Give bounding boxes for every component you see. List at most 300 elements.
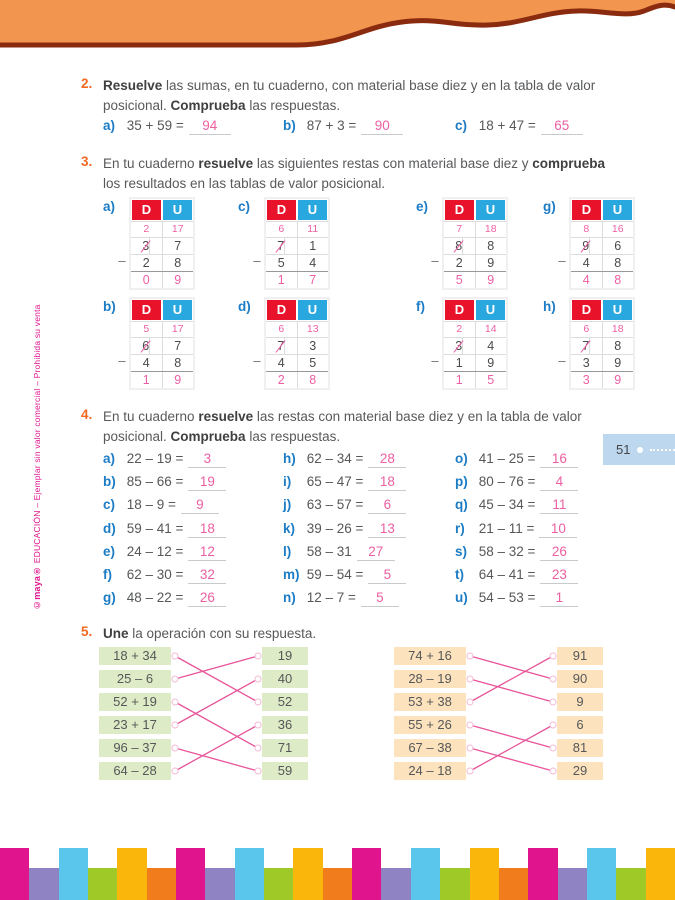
item-expression: 59 – 54 = [303,567,364,582]
answer-blank [357,544,395,561]
carry-row [131,221,193,237]
item-label: l) [283,544,292,559]
digit-cell: 8 [174,256,182,270]
digit-cell [444,338,476,354]
exercise-item [103,118,231,138]
crossed-digit: 8 [455,239,463,253]
answer-blank [188,567,226,584]
result-row [444,271,506,288]
digit-cell: 6 [614,239,622,253]
footer-bar [528,848,557,900]
exercise-3-instruction [103,154,607,193]
answer-blank [368,521,406,538]
carry-row [266,221,328,237]
footer-bar [205,868,234,900]
match-operation: 96 – 37 [99,739,171,757]
footer-bar [587,848,616,900]
match-operation: 55 + 26 [394,716,466,734]
instruction-segment: resuelve [198,409,254,424]
answer-blank [540,451,578,468]
item-expression: 62 – 30 = [123,567,184,582]
footer-bar [646,848,675,900]
answer-value: 10 [550,521,566,536]
du-table [558,297,635,390]
digit-cell: 4 [131,355,163,371]
table-label: e) [416,199,429,214]
instruction-segment: las respuestas. [245,97,341,113]
answer-value: 18 [199,521,215,536]
digit-cell: 5 [309,356,317,370]
instruction-segment: las respuestas. [245,428,341,444]
minuend-row [444,237,506,254]
digit-cell: 8 [487,239,495,253]
subtrahend-row [571,354,633,371]
answer-blank [181,497,219,514]
digit-cell: 9 [487,256,495,270]
item-expression: 45 – 34 = [475,497,536,512]
crossed-digit: 3 [142,239,150,253]
digit-cell [131,238,163,254]
footer-bar [499,868,528,900]
exercise-2-items [103,118,615,142]
footer-bar [323,868,352,900]
place-value-table-group [238,197,330,292]
table-label: d) [238,299,251,314]
answer-value: 3 [203,451,212,466]
minus-sign: – [253,253,261,268]
du-table-header [131,299,193,321]
place-value-table-group [416,297,508,392]
answer-value: 6 [383,497,392,512]
footer-bar [0,848,29,900]
answer-value: 65 [554,118,570,133]
item-label: e) [103,544,116,559]
item-expression: 87 + 3 = [303,118,357,133]
top-wave-decoration [0,0,675,52]
match-operation: 23 + 17 [99,716,171,734]
header-cell-u: U [162,199,193,221]
footer-color-bars [0,848,675,900]
exercise-item [103,590,226,610]
answer-value: 27 [368,544,384,559]
footer-bar [147,868,176,900]
table-label: c) [238,199,251,214]
item-expression: 65 – 47 = [303,474,364,489]
answer-blank [540,544,578,561]
place-value-table-group [238,297,330,392]
result-row [266,271,328,288]
item-expression: 80 – 76 = [475,474,536,489]
table-label: b) [103,299,116,314]
digit-cell: 0 [131,272,163,288]
item-label: d) [103,521,116,536]
match-answer: 40 [262,670,308,688]
answer-value: 18 [379,474,395,489]
answer-blank [188,521,226,538]
digit-cell: 14 [484,323,497,335]
item-label: t) [455,567,464,582]
instruction-segment: Comprueba [170,428,246,444]
digit-cell: 1 [266,272,298,288]
publisher-brand: ©maya® [32,566,42,611]
answer-blank [188,590,226,607]
minuend-row [131,337,193,354]
minuend-row [571,237,633,254]
match-answer: 6 [557,716,603,734]
subtrahend-row [131,254,193,271]
match-answer: 9 [557,693,603,711]
du-table [431,197,508,290]
header-cell-u: U [602,199,633,221]
exercise-item [455,590,578,610]
header-cell-u: U [162,299,193,321]
crossed-digit: 7 [277,339,285,353]
digit-cell: 9 [487,273,495,287]
item-label: s) [455,544,468,559]
footer-bar [470,848,499,900]
du-table-header [444,199,506,221]
item-label: k) [283,521,296,536]
match-connection-lines [99,647,308,781]
answer-value: 23 [551,567,567,582]
match-operation: 52 + 19 [99,693,171,711]
item-label: c) [455,118,468,133]
exercise-item [455,474,578,494]
digit-cell: 4 [571,255,603,271]
exercise-4-instruction [103,407,607,446]
exercise-4-number: 4. [81,407,93,422]
answer-blank [368,474,406,491]
du-table-header [266,199,328,221]
header-cell-u: U [297,199,328,221]
footer-bar [235,848,264,900]
place-value-table-group [416,197,508,292]
result-row [131,371,193,388]
digit-cell: 5 [131,322,163,337]
footer-bar [264,868,293,900]
digit-cell: 1 [131,372,163,388]
minus-sign: – [431,253,439,268]
digit-cell: 1 [444,372,476,388]
du-table-header [131,199,193,221]
answer-blank [539,521,577,538]
minuend-row [266,237,328,254]
exercise-item [283,474,406,494]
item-label: j) [283,497,292,512]
match-operation: 28 – 19 [394,670,466,688]
crossed-digit: 6 [142,339,150,353]
answer-blank [368,451,406,468]
digit-cell: 9 [174,273,182,287]
subtrahend-row [266,354,328,371]
exercise-item [283,497,406,517]
digit-cell: 7 [174,339,182,353]
exercise-item [103,497,219,517]
item-expression: 39 – 26 = [303,521,364,536]
digit-cell: 7 [309,273,317,287]
digit-cell: 16 [611,223,624,235]
answer-blank [188,474,226,491]
du-table-header [571,299,633,321]
carry-row [266,321,328,337]
table-label: a) [103,199,116,214]
match-operation: 74 + 16 [394,647,466,665]
digit-cell: 6 [266,322,298,337]
match-connection-lines [394,647,603,781]
instruction-segment: En tu cuaderno [103,409,199,424]
answer-value: 90 [374,118,390,133]
item-label: m) [283,567,300,582]
answer-blank [540,497,578,514]
digit-cell [266,238,298,254]
item-expression: 41 – 25 = [475,451,536,466]
digit-cell: 8 [571,222,603,237]
digit-cell: 4 [309,256,317,270]
result-row [266,371,328,388]
exercise-item [283,544,395,564]
exercise-item [103,567,226,587]
matching-group-left [99,647,308,781]
subtrahend-row [444,254,506,271]
item-label: n) [283,590,296,605]
result-row [131,271,193,288]
item-label: r) [455,521,465,536]
place-value-table-group [103,197,195,292]
digit-cell: 18 [484,223,497,235]
digit-cell: 13 [306,323,319,335]
minus-sign: – [118,353,126,368]
badge-dot-icon [637,447,643,453]
page-number: 51 [616,442,631,457]
item-expression: 35 + 59 = [123,118,184,133]
table-label: f) [416,299,425,314]
answer-blank [189,118,231,135]
match-operation: 53 + 38 [394,693,466,711]
instruction-segment: resuelve [198,156,254,171]
digit-cell: 2 [444,255,476,271]
item-expression: 48 – 22 = [123,590,184,605]
digit-cell: 7 [174,239,182,253]
du-table-header [571,199,633,221]
item-label: b) [103,474,116,489]
digit-cell: 2 [266,372,298,388]
digit-cell: 5 [444,272,476,288]
answer-blank [361,590,399,607]
item-label: u) [455,590,468,605]
item-label: g) [103,590,116,605]
header-cell-d: D [266,299,297,321]
match-answer: 59 [262,762,308,780]
subtrahend-row [571,254,633,271]
exercise-item [283,567,406,587]
digit-cell: 4 [571,272,603,288]
answer-blank [540,474,578,491]
du-table-header [444,299,506,321]
digit-cell: 9 [487,356,495,370]
page-number-badge [603,434,675,465]
table-label: h) [543,299,556,314]
instruction-segment: las siguientes restas con material base diez y [253,156,533,171]
subtrahend-row [266,254,328,271]
answer-value: 4 [555,474,564,489]
subtrahend-row [444,354,506,371]
exercise-item [283,590,399,610]
copyright-text: EDUCACIÓN – Ejemplar sin valor comercial – Prohibida su venta [32,304,42,567]
footer-bar [616,868,645,900]
match-operation: 24 – 18 [394,762,466,780]
match-operation: 25 – 6 [99,670,171,688]
digit-cell: 8 [174,356,182,370]
answer-blank [540,567,578,584]
item-expression: 63 – 57 = [303,497,364,512]
carry-row [444,321,506,337]
match-answer: 36 [262,716,308,734]
du-table [558,197,635,290]
exercise-item [103,474,226,494]
digit-cell [571,238,603,254]
item-expression: 24 – 12 = [123,544,184,559]
du-table [253,197,330,290]
answer-blank [541,118,583,135]
digit-cell: 8 [614,273,622,287]
exercise-2-number: 2. [81,76,93,91]
answer-value: 19 [199,474,215,489]
exercise-item [283,118,403,138]
crossed-digit: 7 [582,339,590,353]
result-row [571,371,633,388]
match-operation: 67 – 38 [394,739,466,757]
minuend-row [571,337,633,354]
header-cell-u: U [297,299,328,321]
answer-blank [368,497,406,514]
subtrahend-row [131,354,193,371]
item-label: b) [283,118,296,133]
carry-row [571,321,633,337]
badge-dotted-line [650,449,675,451]
header-cell-d: D [571,299,602,321]
digit-cell: 6 [266,222,298,237]
header-cell-u: U [475,199,506,221]
exercise-item [103,521,226,541]
footer-bar [440,868,469,900]
footer-bar [352,848,381,900]
place-value-table-group [543,297,635,392]
exercise-item [283,451,406,471]
footer-bar [558,868,587,900]
du-table [253,297,330,390]
answer-value: 94 [202,118,218,133]
digit-cell: 17 [171,323,184,335]
item-expression: 62 – 34 = [303,451,364,466]
item-expression: 21 – 11 = [475,521,535,536]
answer-blank [188,544,226,561]
digit-cell: 6 [571,322,603,337]
header-cell-u: U [602,299,633,321]
footer-bar [381,868,410,900]
digit-cell: 3 [571,355,603,371]
item-expression: 22 – 19 = [123,451,184,466]
item-expression: 59 – 41 = [123,521,184,536]
match-operation: 18 + 34 [99,647,171,665]
exercise-item [455,497,578,517]
exercise-3-number: 3. [81,154,93,169]
footer-bar [293,848,322,900]
digit-cell: 17 [171,223,184,235]
instruction-segment: En tu cuaderno [103,156,199,171]
answer-value: 5 [383,567,392,582]
digit-cell: 4 [266,355,298,371]
digit-cell: 8 [309,373,317,387]
instruction-segment: comprueba [532,156,606,171]
item-label: a) [103,451,116,466]
item-label: o) [455,451,468,466]
match-answer: 19 [262,647,308,665]
item-expression: 58 – 32 = [475,544,536,559]
du-table [118,197,195,290]
minus-sign: – [558,353,566,368]
digit-cell [266,338,298,354]
match-answer: 71 [262,739,308,757]
header-cell-d: D [131,299,162,321]
digit-cell: 9 [614,356,622,370]
minus-sign: – [253,353,261,368]
exercise-item [455,567,578,587]
item-label: h) [283,451,296,466]
instruction-segment: Resuelve [103,78,163,93]
carry-row [571,221,633,237]
header-cell-d: D [444,199,475,221]
place-value-tables [103,197,624,393]
answer-value: 1 [555,590,564,605]
minus-sign: – [558,253,566,268]
digit-cell: 1 [444,355,476,371]
digit-cell: 11 [307,223,319,235]
digit-cell: 2 [444,322,476,337]
item-expression: 18 + 47 = [475,118,536,133]
answer-value: 13 [379,521,395,536]
digit-cell: 7 [444,222,476,237]
digit-cell: 1 [309,239,317,253]
exercise-4-items [103,451,615,617]
answer-value: 26 [551,544,567,559]
item-expression: 58 – 31 [303,544,352,559]
table-label: g) [543,199,556,214]
digit-cell: 8 [614,339,622,353]
minus-sign: – [431,353,439,368]
answer-value: 16 [551,451,567,466]
header-cell-d: D [444,299,475,321]
match-answer: 91 [557,647,603,665]
digit-cell [131,338,163,354]
exercise-item [283,521,406,541]
item-expression: 12 – 7 = [303,590,356,605]
answer-value: 26 [199,590,215,605]
minuend-row [131,237,193,254]
digit-cell [571,338,603,354]
header-cell-d: D [571,199,602,221]
digit-cell: 5 [266,255,298,271]
answer-value: 11 [552,497,567,512]
exercise-item [455,521,577,541]
crossed-digit: 3 [455,339,463,353]
crossed-digit: 7 [277,239,285,253]
instruction-segment: las restas con material base diez y en la tabla de valor posicional. [103,409,582,444]
copyright-sidebar-text [26,285,48,630]
exercise-2-instruction [103,76,607,115]
header-cell-d: D [131,199,162,221]
digit-cell: 9 [174,373,182,387]
answer-blank [368,567,406,584]
